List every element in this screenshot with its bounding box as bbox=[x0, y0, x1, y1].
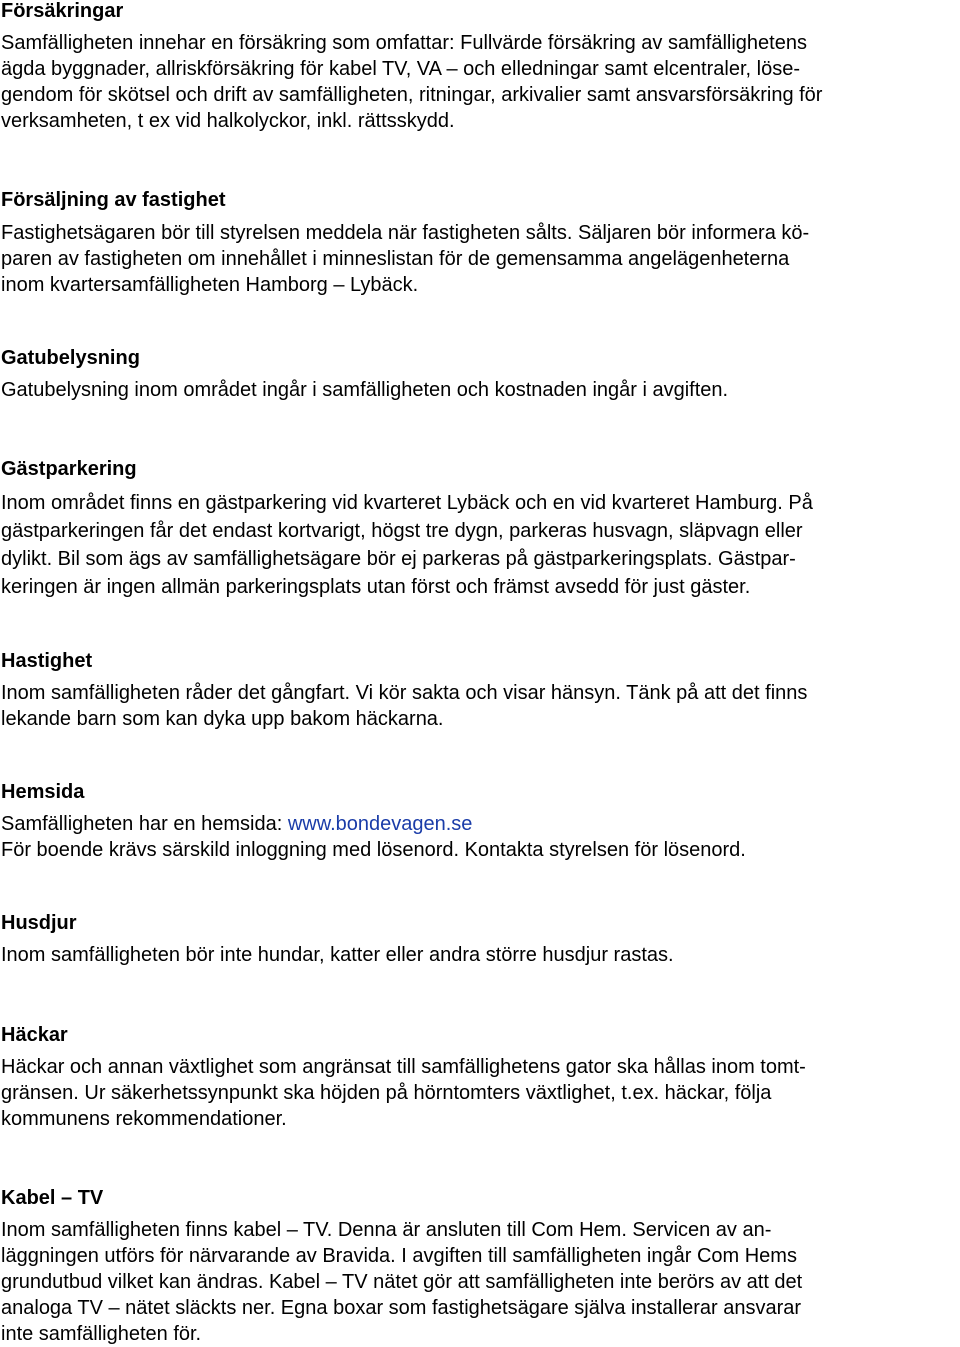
section-paragraph bbox=[1, 1217, 957, 1347]
paragraph-line: Inom området finns en gästparkering vid kvarteret Lybäck och en vid kvarteret Hamburg. På bbox=[1, 492, 813, 514]
section-gatubelysning bbox=[1, 345, 957, 403]
paragraph-line: lekande barn som kan dyka upp bakom häckarna. bbox=[1, 708, 444, 730]
paragraph-line: gendom för skötsel och drift av samfälligheten, ritningar, arkivalier samt ansvarsförsäkring för bbox=[1, 84, 823, 106]
section-paragraph bbox=[1, 942, 957, 968]
paragraph-line: gästparkeringen får det endast kortvarigt, högst tre dygn, parkeras husvagn, släpvagn eller bbox=[1, 520, 803, 542]
paragraph-text: Samfälligheten har en hemsida: bbox=[1, 813, 288, 835]
section-paragraph bbox=[1, 220, 957, 298]
paragraph-line: grundutbud vilket kan ändras. Kabel – TV nätet gör att samfälligheten inte berörs av att det bbox=[1, 1271, 803, 1293]
paragraph-line: dylikt. Bil som ägs av samfällighetsägare bör ej parkeras på gästparkeringsplats. Gästpar- bbox=[1, 548, 796, 570]
section-hastighet bbox=[1, 648, 957, 732]
paragraph-line: inte samfälligheten för. bbox=[1, 1323, 202, 1345]
section-hackar bbox=[1, 1022, 957, 1132]
paragraph-line: ägda byggnader, allriskförsäkring för kabel TV, VA – och elledningar samt elcentraler, löse- bbox=[1, 58, 800, 80]
section-paragraph bbox=[1, 680, 957, 732]
paragraph-line: Inom samfälligheten bör inte hundar, katter eller andra större husdjur rastas. bbox=[1, 944, 674, 966]
section-hemsida bbox=[1, 779, 957, 863]
section-kabel-tv bbox=[1, 1185, 957, 1347]
paragraph-line bbox=[1, 811, 957, 837]
section-heading: Hastighet bbox=[1, 650, 93, 672]
paragraph-line: verksamheten, t ex vid halkolyckor, inkl. rättsskydd. bbox=[1, 110, 455, 132]
section-gastparkering bbox=[1, 456, 957, 601]
section-heading: Försäljning av fastighet bbox=[1, 189, 226, 211]
section-heading: Husdjur bbox=[1, 912, 77, 934]
section-paragraph bbox=[1, 30, 957, 134]
section-husdjur bbox=[1, 910, 957, 968]
paragraph-line: kommunens rekommendationer. bbox=[1, 1108, 287, 1130]
paragraph-line: läggningen utförs för närvarande av Bravida. I avgiften till samfälligheten ingår Com Hems bbox=[1, 1245, 797, 1267]
paragraph-line: Häckar och annan växtlighet som angränsat till samfällighetens gator ska hållas inom tomt- bbox=[1, 1056, 806, 1078]
section-paragraph bbox=[1, 1054, 957, 1132]
section-forsakringar bbox=[1, 0, 957, 134]
section-paragraph bbox=[1, 489, 957, 601]
paragraph-line: Fastighetsägaren bör till styrelsen meddela när fastigheten sålts. Säljaren bör informera kö- bbox=[1, 222, 810, 244]
paragraph-line: gränsen. Ur säkerhetssynpunkt ska höjden på hörntomters växtlighet, t.ex. häckar, följa bbox=[1, 1082, 772, 1104]
paragraph-line: inom kvartersamfälligheten Hamborg – Lybäck. bbox=[1, 274, 419, 296]
paragraph-line: Samfälligheten innehar en försäkring som omfattar: Fullvärde försäkring av samfällighetens bbox=[1, 32, 807, 54]
website-link[interactable]: www.bondevagen.se bbox=[287, 813, 473, 835]
section-paragraph bbox=[1, 811, 957, 863]
section-heading: Häckar bbox=[1, 1024, 68, 1046]
paragraph-line: paren av fastigheten om innehållet i minneslistan för de gemensamma angelägenheterna bbox=[1, 248, 790, 270]
section-heading: Hemsida bbox=[1, 781, 85, 803]
paragraph-line: Inom samfälligheten finns kabel – TV. Denna är ansluten till Com Hem. Servicen av an- bbox=[1, 1219, 772, 1241]
section-heading: Kabel – TV bbox=[1, 1187, 104, 1209]
section-forsaljning bbox=[1, 187, 957, 298]
section-paragraph bbox=[1, 377, 957, 403]
section-heading: Försäkringar bbox=[1, 0, 124, 22]
paragraph-line: För boende krävs särskild inloggning med lösenord. Kontakta styrelsen för lösenord. bbox=[1, 839, 746, 861]
paragraph-line: analoga TV – nätet släckts ner. Egna boxar som fastighetsägare själva installerar ansvarar bbox=[1, 1297, 802, 1319]
paragraph-line: Inom samfälligheten råder det gångfart. Vi kör sakta och visar hänsyn. Tänk på att det finns bbox=[1, 682, 808, 704]
paragraph-line: Gatubelysning inom området ingår i samfälligheten och kostnaden ingår i avgiften. bbox=[1, 379, 729, 401]
section-heading: Gästparkering bbox=[1, 458, 137, 480]
section-heading: Gatubelysning bbox=[1, 347, 140, 369]
paragraph-line: keringen är ingen allmän parkeringsplats utan först och främst avsedd för just gäster. bbox=[1, 576, 751, 598]
